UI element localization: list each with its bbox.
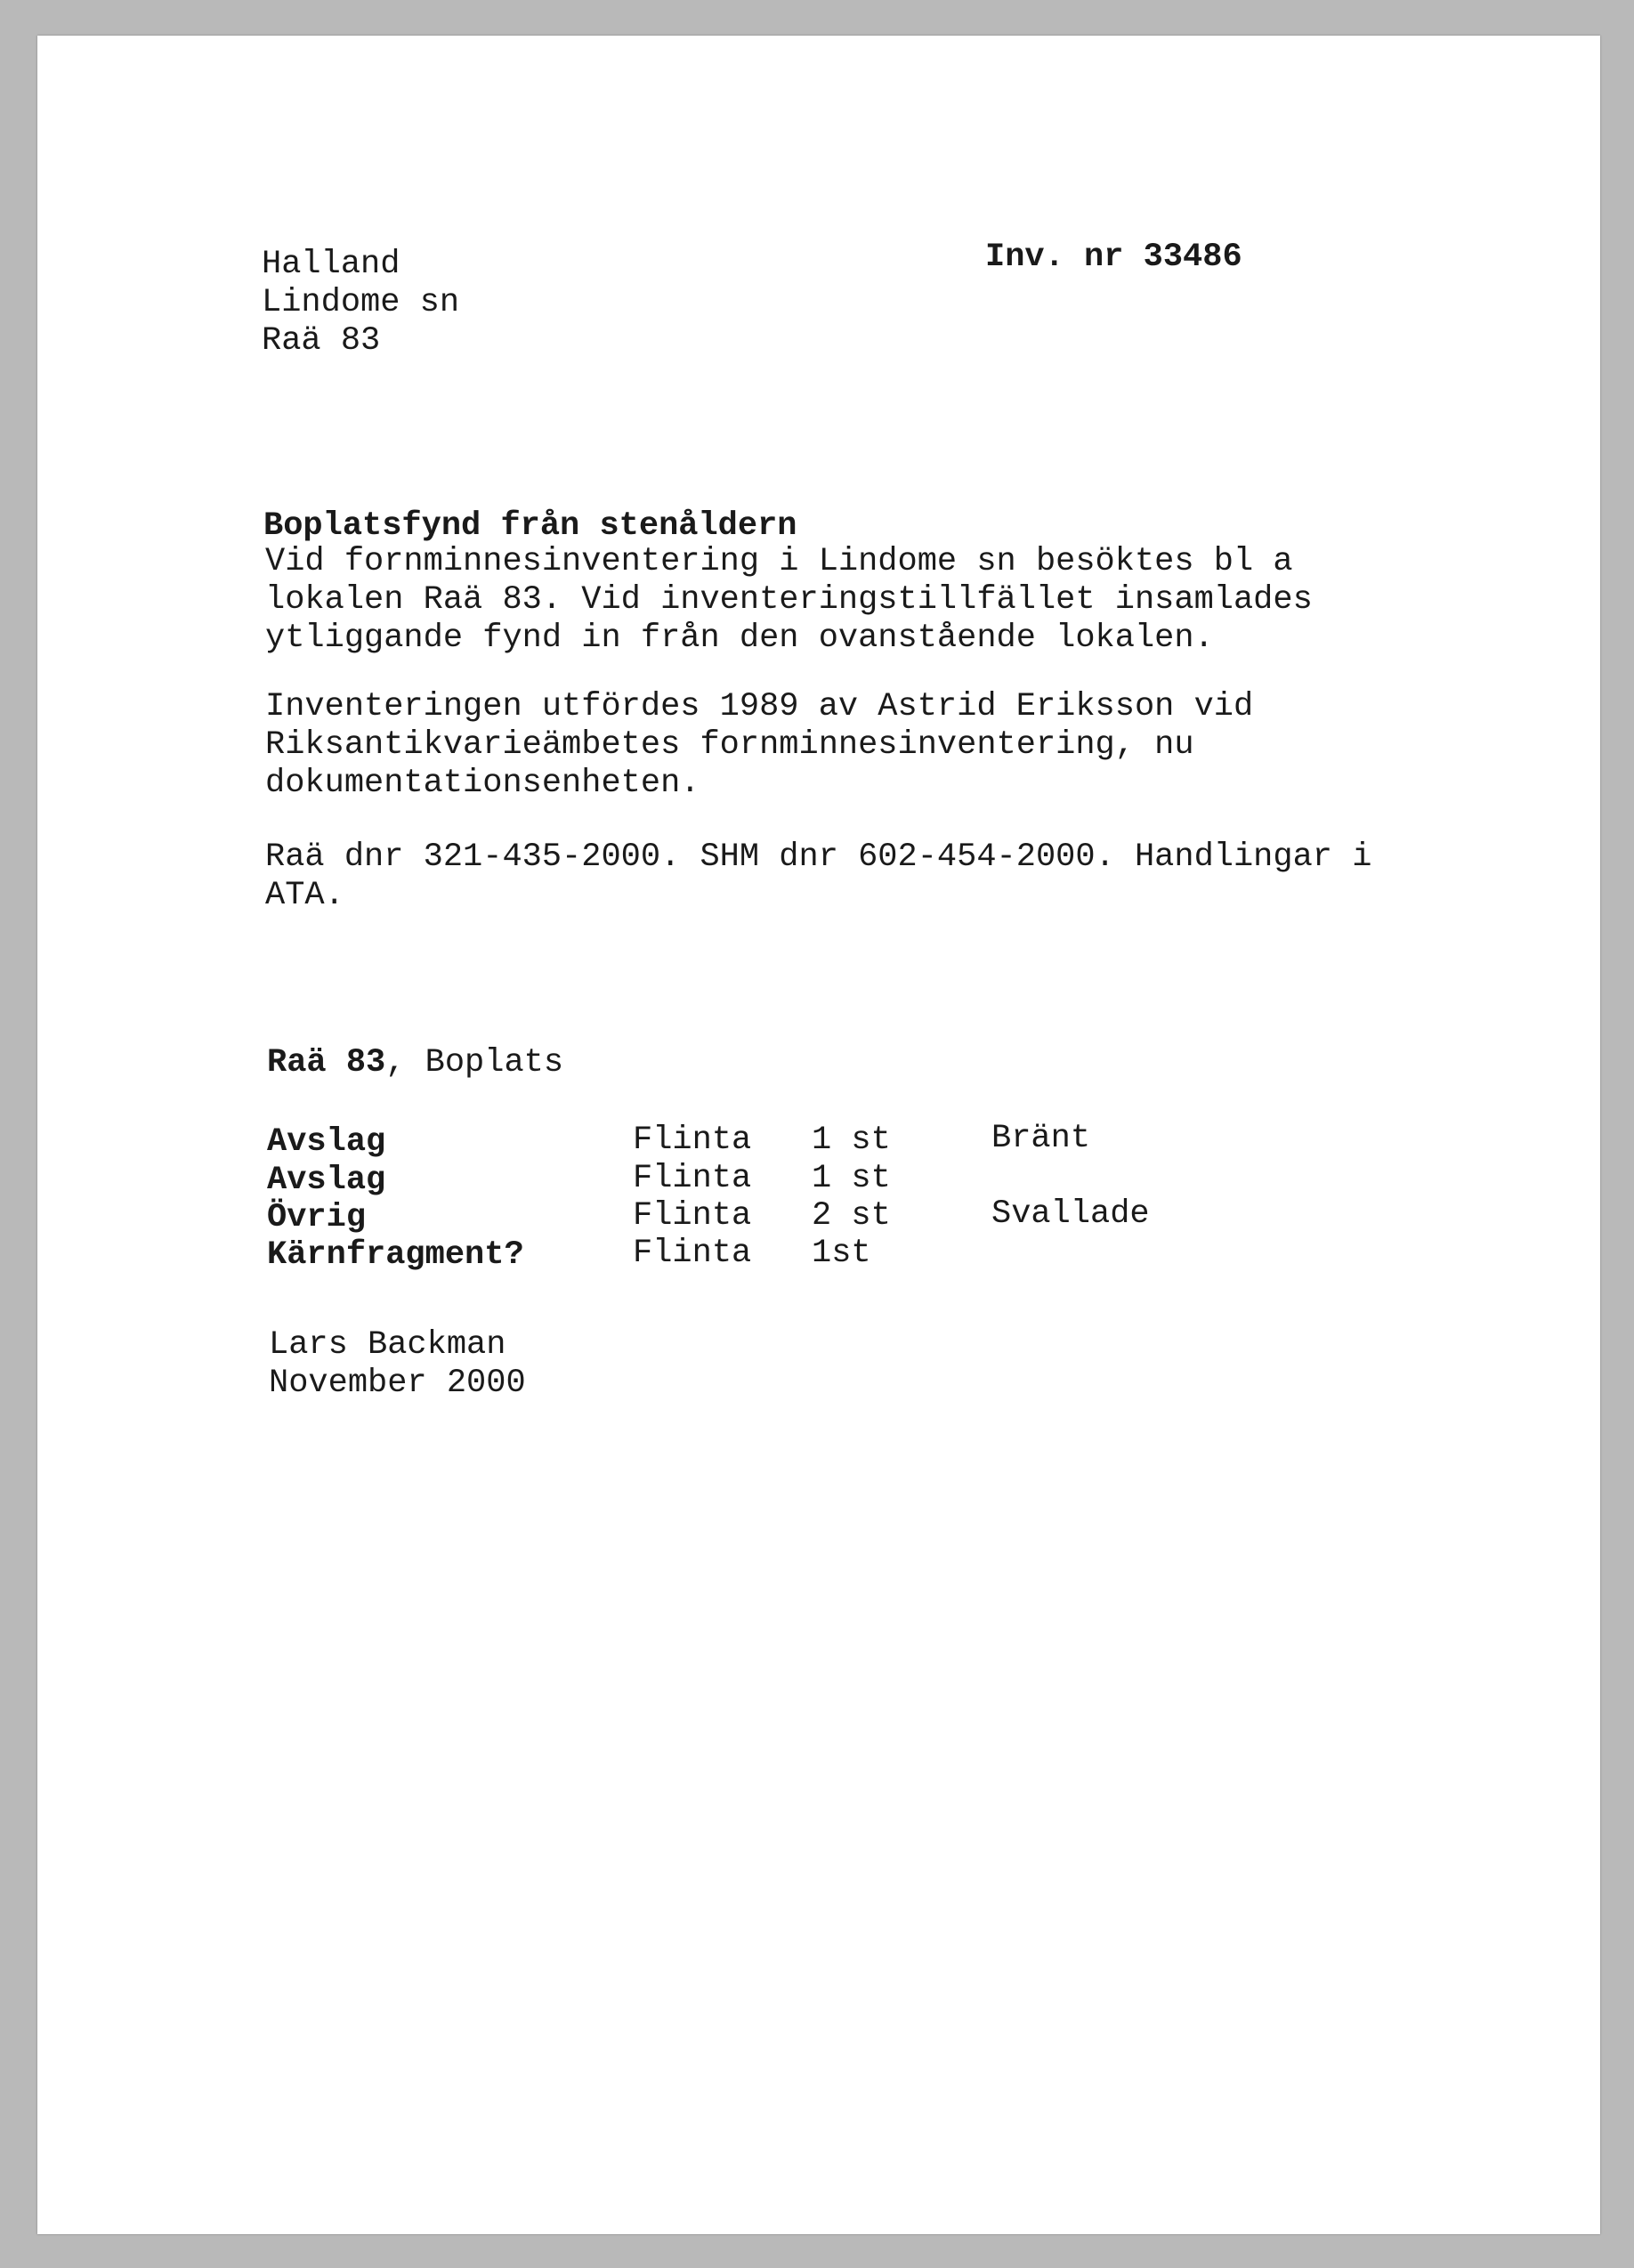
paragraph-line: Vid fornminnesinventering i Lindome sn besöktes bl a [265,543,1293,580]
address-site-id: Raä 83 [262,322,381,360]
site-type: , Boplats [385,1044,564,1081]
paragraph-line: Riksantikvarieämbetes fornminnesinventering, nu [265,726,1194,764]
find-material: Flinta [633,1122,752,1159]
find-category: Avslag [267,1162,386,1199]
address-parish: Lindome sn [262,284,460,321]
find-note: Svallade [991,1195,1150,1233]
paragraph-line: Raä dnr 321-435-2000. SHM dnr 602-454-2000. Handlingar i [265,838,1372,876]
find-category: Övrig [267,1199,367,1236]
signature-name: Lars Backman [269,1326,506,1364]
find-material: Flinta [633,1160,752,1197]
paragraph-line: lokalen Raä 83. Vid inventeringstillfället insamlades [265,581,1313,619]
address-county: Halland [262,246,400,283]
document-heading: Boplatsfynd från stenåldern [263,507,797,545]
find-count: 1 st [812,1122,891,1159]
paragraph-line: dokumentationsenheten. [265,765,700,802]
paragraph-line: ytliggande fynd in från den ovanstående lokalen. [265,620,1214,657]
paragraph-line: Inventeringen utfördes 1989 av Astrid Eriksson vid [265,688,1254,725]
document-page [37,36,1600,2234]
site-id: Raä 83 [267,1044,386,1081]
find-count: 1 st [812,1160,891,1197]
find-material: Flinta [633,1197,752,1235]
signature-date: November 2000 [269,1365,526,1402]
find-category: Avslag [267,1123,386,1161]
inventory-number: Inv. nr 33486 [985,239,1242,276]
find-category: Kärnfragment? [267,1236,524,1274]
find-material: Flinta [633,1235,752,1272]
site-line [267,1044,563,1082]
find-note: Bränt [991,1120,1091,1157]
find-count: 2 st [812,1197,891,1235]
paragraph-line: ATA. [265,877,344,914]
find-count: 1st [812,1235,871,1272]
